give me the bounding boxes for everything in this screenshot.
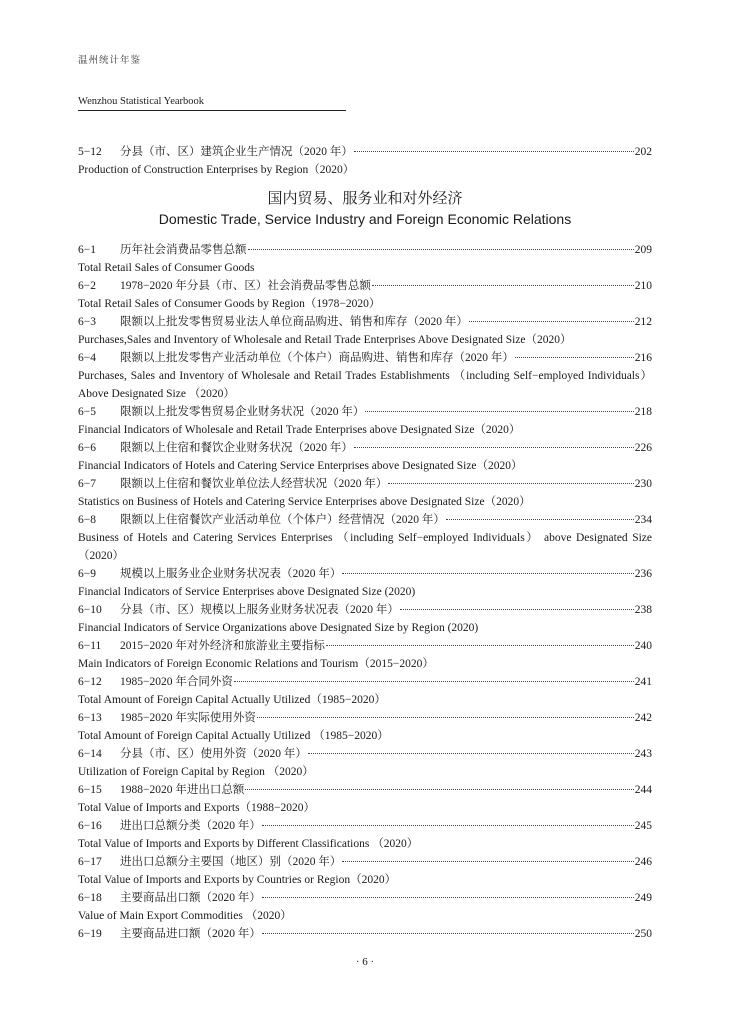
toc-entry-page: 242 (634, 712, 652, 724)
toc-pre-list (78, 143, 652, 179)
section-title-cn: 国内贸易、服务业和对外经济 (267, 190, 463, 207)
toc-entry-title-en: Financial Indicators of Service Organizations above Designated Size by Region (2020) (78, 622, 479, 634)
section-heading (78, 189, 652, 229)
toc-entry-line (78, 241, 652, 259)
toc-entry-title-en: Financial Indicators of Hotels and Catering Service Enterprises above Designated Size（2020） (78, 460, 523, 472)
toc-entry-title-en: Value of Main Export Commodities （2020） (78, 910, 292, 922)
toc-entry-title-en: Business of Hotels and Catering Services Enterprises （including Self−employed Individuals） above Designated Size （2020） (78, 532, 652, 562)
toc-leader-dots (262, 825, 634, 826)
toc-leader-dots (257, 717, 634, 718)
toc-entry-number: 6−3 (78, 316, 96, 328)
toc-entry-line (78, 349, 652, 367)
toc-entry-title-cn: 限额以上住宿和餐饮企业财务状况（2020 年） (120, 442, 353, 454)
toc-entry-line (78, 781, 652, 799)
toc-entry-page: 241 (634, 676, 652, 688)
toc-entry-title-en: Total Amount of Foreign Capital Actually Utilized（1985−2020） (78, 694, 386, 706)
toc-entry-page: 218 (634, 406, 652, 418)
toc-entry-line (78, 403, 652, 421)
toc-entry-line (78, 925, 652, 943)
toc-entry-title-cn: 规模以上服务业企业财务状况表（2020 年） (120, 568, 342, 580)
toc-entry-line (78, 817, 652, 835)
toc-entry-line (78, 745, 652, 763)
toc-entry[interactable] (78, 637, 652, 673)
toc-entry-page: 209 (634, 244, 652, 256)
toc-entry-number: 6−2 (78, 280, 96, 292)
toc-entry-title-cn: 进出口总额分主要国（地区）别（2020 年） (120, 856, 342, 868)
toc-entry-number: 6−15 (78, 784, 102, 796)
toc-entry[interactable] (78, 439, 652, 475)
toc-entry-title-en: Total Value of Imports and Exports by Different Classifications （2020） (78, 838, 419, 850)
toc-entry[interactable] (78, 709, 652, 745)
toc-entry-title-en: Main Indicators of Foreign Economic Relations and Tourism（2015−2020） (78, 658, 434, 670)
toc-entry[interactable] (78, 241, 652, 277)
toc-leader-dots (248, 249, 634, 250)
toc-entry-line (78, 143, 652, 161)
toc-leader-dots (308, 753, 634, 754)
table-of-contents (78, 143, 652, 943)
toc-entry-title-en: Total Retail Sales of Consumer Goods (78, 262, 255, 274)
toc-entry-title-cn: 进出口总额分类（2020 年） (120, 820, 261, 832)
toc-entry-title-en: Production of Construction Enterprises by Region（2020） (78, 164, 355, 176)
toc-entry-page: 230 (634, 478, 652, 490)
section-title-en: Domestic Trade, Service Industry and Foreign Economic Relations (158, 211, 572, 227)
toc-entry-page: 245 (634, 820, 652, 832)
toc-entry-number: 6−7 (78, 478, 96, 490)
toc-leader-dots (365, 411, 633, 412)
toc-entry-title-cn: 主要商品进口额（2020 年） (120, 928, 261, 940)
toc-entry-title-en: Financial Indicators of Wholesale and Retail Trade Enterprises above Designated Size（2020） (78, 424, 521, 436)
toc-entry-line (78, 601, 652, 619)
toc-entry-title-en: Total Retail Sales of Consumer Goods by Region（1978−2020） (78, 298, 381, 310)
toc-leader-dots (354, 151, 634, 152)
toc-entry-number: 6−19 (78, 928, 102, 940)
toc-entry-page: 250 (634, 928, 652, 940)
toc-leader-dots (342, 861, 633, 862)
toc-entry-number: 6−1 (78, 244, 96, 256)
toc-entry-title-cn: 限额以上住宿和餐饮业单位法人经营状况（2020 年） (120, 478, 388, 490)
toc-leader-dots (326, 645, 634, 646)
toc-entry-number: 6−17 (78, 856, 102, 868)
toc-entry[interactable] (78, 781, 652, 817)
toc-entry-line (78, 673, 652, 691)
toc-entry[interactable] (78, 817, 652, 853)
toc-leader-dots (245, 789, 633, 790)
toc-entry-title-en: Utilization of Foreign Capital by Region （2020） (78, 766, 314, 778)
toc-leader-dots (262, 933, 634, 934)
toc-leader-dots (446, 519, 634, 520)
toc-leader-dots (388, 483, 633, 484)
toc-entry-page: 238 (634, 604, 652, 616)
toc-entry-title-cn: 1985−2020 年合同外资 (120, 676, 233, 688)
toc-leader-dots (469, 321, 634, 322)
running-header-cn: 温州统计年鉴 (78, 56, 142, 66)
toc-entry[interactable] (78, 475, 652, 511)
toc-entry-line (78, 889, 652, 907)
toc-entry-number: 6−18 (78, 892, 102, 904)
toc-entry[interactable] (78, 143, 652, 179)
toc-entry-page: 236 (634, 568, 652, 580)
toc-entry-title-cn: 限额以上住宿餐饮产业活动单位（个体户）经营情况（2020 年） (120, 514, 445, 526)
toc-entry[interactable] (78, 349, 652, 403)
toc-entry-title-cn: 1978−2020 年分县（市、区）社会消费品零售总额 (120, 280, 371, 292)
running-header-en: Wenzhou Statistical Yearbook (78, 96, 205, 107)
toc-entry-page: 226 (634, 442, 652, 454)
toc-entry-number: 6−9 (78, 568, 96, 580)
toc-entry-number: 6−11 (78, 640, 102, 652)
toc-entry-page: 244 (634, 784, 652, 796)
toc-entry-line (78, 475, 652, 493)
toc-entry-title-cn: 分县（市、区）规模以上服务业财务状况表（2020 年） (120, 604, 399, 616)
toc-entry-number: 6−13 (78, 712, 102, 724)
toc-entry-title-en: Statistics on Business of Hotels and Catering Service Enterprises above Designated Size（2020） (78, 496, 531, 508)
toc-leader-dots (372, 285, 634, 286)
toc-entry-page: 246 (634, 856, 652, 868)
toc-entry-page: 202 (634, 146, 652, 158)
toc-entry-line (78, 565, 652, 583)
toc-entry-title-cn: 2015−2020 年对外经济和旅游业主要指标 (120, 640, 325, 652)
toc-entry[interactable] (78, 403, 652, 439)
toc-leader-dots (400, 609, 634, 610)
toc-entry-title-cn: 分县（市、区）建筑企业生产情况（2020 年） (120, 146, 353, 158)
toc-entry[interactable] (78, 313, 652, 349)
toc-entry-title-en: Purchases,Sales and Inventory of Wholesale and Retail Trade Enterprises Above Designated Size（2020） (78, 334, 572, 346)
toc-entry-number: 6−4 (78, 352, 96, 364)
toc-entry-line (78, 709, 652, 727)
toc-entry[interactable] (78, 277, 652, 313)
toc-entry[interactable] (78, 601, 652, 637)
toc-entry[interactable] (78, 925, 652, 943)
toc-entry-title-en: Financial Indicators of Service Enterprises above Designated Size (2020) (78, 586, 416, 598)
toc-entry-number: 5−12 (78, 146, 102, 158)
toc-entry-number: 6−5 (78, 406, 96, 418)
toc-entry-page: 249 (634, 892, 652, 904)
toc-entry[interactable] (78, 853, 652, 889)
toc-entry-title-cn: 1985−2020 年实际使用外资 (120, 712, 256, 724)
toc-entry-title-en: Total Amount of Foreign Capital Actually Utilized （1985−2020） (78, 730, 389, 742)
toc-leader-dots (342, 573, 633, 574)
toc-entry-line (78, 277, 652, 295)
toc-entry-line (78, 313, 652, 331)
toc-entry-title-cn: 限额以上批发零售产业活动单位（个体户）商品购进、销售和库存（2020 年） (120, 352, 514, 364)
toc-entry[interactable] (78, 565, 652, 601)
toc-entry-number: 6−12 (78, 676, 102, 688)
toc-entry-title-cn: 限额以上批发零售贸易业法人单位商品购进、销售和库存（2020 年） (120, 316, 468, 328)
toc-leader-dots (354, 447, 634, 448)
toc-entry[interactable] (78, 511, 652, 565)
page-number: · 6 · (355, 956, 375, 968)
toc-entry-line (78, 511, 652, 529)
toc-entry-line (78, 853, 652, 871)
toc-entry-page: 234 (634, 514, 652, 526)
toc-entry-title-en: Total Value of Imports and Exports（1988−2020） (78, 802, 316, 814)
toc-list (78, 241, 652, 943)
toc-entry[interactable] (78, 745, 652, 781)
toc-entry-page: 210 (634, 280, 652, 292)
toc-entry[interactable] (78, 889, 652, 925)
toc-entry-title-cn: 主要商品出口额（2020 年） (120, 892, 261, 904)
toc-leader-dots (234, 681, 634, 682)
toc-entry-page: 212 (634, 316, 652, 328)
toc-entry-number: 6−10 (78, 604, 102, 616)
toc-entry[interactable] (78, 673, 652, 709)
toc-entry-page: 243 (634, 748, 652, 760)
toc-entry-line (78, 637, 652, 655)
toc-leader-dots (515, 357, 634, 358)
header-divider (78, 110, 346, 111)
toc-leader-dots (262, 897, 634, 898)
toc-entry-title-cn: 历年社会消费品零售总额 (120, 244, 247, 256)
toc-entry-title-en: Total Value of Imports and Exports by Countries or Region（2020） (78, 874, 397, 886)
toc-entry-number: 6−6 (78, 442, 96, 454)
toc-entry-title-en: Purchases, Sales and Inventory of Wholesale and Retail Trades Establishments （including Self−employed Individuals） Above Designated Size （2020） (78, 370, 652, 400)
toc-entry-page: 216 (634, 352, 652, 364)
toc-entry-line (78, 439, 652, 457)
toc-entry-title-cn: 限额以上批发零售贸易企业财务状况（2020 年） (120, 406, 365, 418)
toc-entry-number: 6−8 (78, 514, 96, 526)
toc-entry-number: 6−14 (78, 748, 102, 760)
toc-entry-title-cn: 1988−2020 年进出口总额 (120, 784, 245, 796)
toc-entry-number: 6−16 (78, 820, 102, 832)
toc-entry-page: 240 (634, 640, 652, 652)
toc-entry-title-cn: 分县（市、区）使用外资（2020 年） (120, 748, 307, 760)
